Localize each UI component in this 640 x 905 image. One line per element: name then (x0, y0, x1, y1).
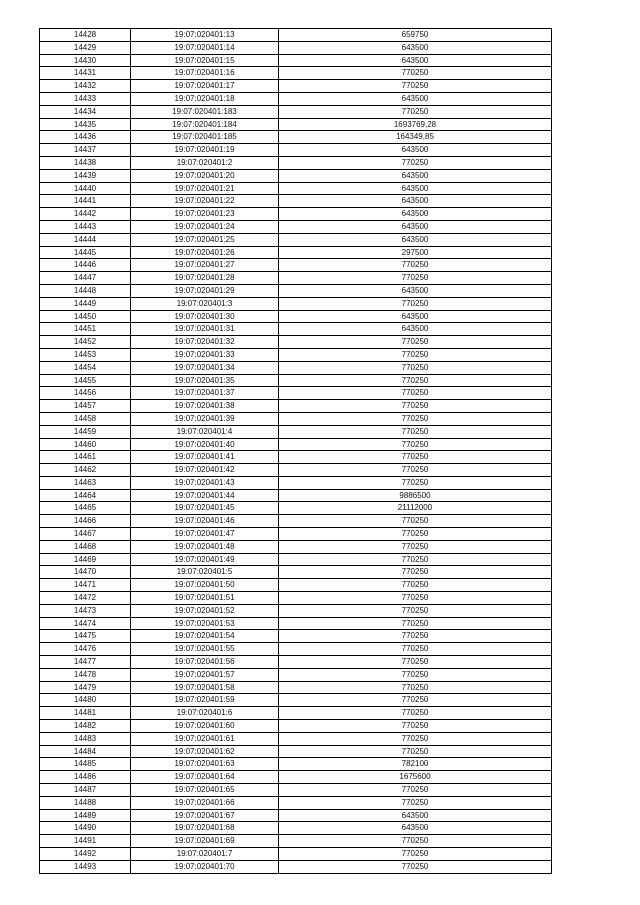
row-number-cell: 14467 (40, 528, 131, 541)
table-row (40, 54, 552, 67)
row-number-cell: 14480 (40, 694, 131, 707)
row-number-cell: 14434 (40, 105, 131, 118)
table-row (40, 515, 552, 528)
row-number-cell: 14478 (40, 668, 131, 681)
table-row (40, 784, 552, 797)
value-cell: 770250 (279, 464, 552, 477)
row-number-cell: 14491 (40, 835, 131, 848)
row-number-cell: 14471 (40, 579, 131, 592)
row-number-cell: 14473 (40, 604, 131, 617)
value-cell: 770250 (279, 643, 552, 656)
cadastral-number-cell: 19:07:020401:2 (131, 156, 279, 169)
cadastral-number-cell: 19:07:020401:54 (131, 630, 279, 643)
cadastral-number-cell: 19:07:020401:51 (131, 592, 279, 605)
value-cell: 643500 (279, 195, 552, 208)
table-row (40, 323, 552, 336)
value-cell: 770250 (279, 259, 552, 272)
row-number-cell: 14441 (40, 195, 131, 208)
value-cell: 770250 (279, 681, 552, 694)
cadastral-number-cell: 19:07:020401:5 (131, 566, 279, 579)
cadastral-number-cell: 19:07:020401:7 (131, 848, 279, 861)
table-row (40, 822, 552, 835)
cadastral-number-cell: 19:07:020401:25 (131, 233, 279, 246)
table-row (40, 246, 552, 259)
table-row (40, 144, 552, 157)
table-row (40, 681, 552, 694)
cadastral-number-cell: 19:07:020401:17 (131, 80, 279, 93)
row-number-cell: 14439 (40, 169, 131, 182)
cadastral-number-cell: 19:07:020401:19 (131, 144, 279, 157)
row-number-cell: 14464 (40, 489, 131, 502)
table-row (40, 579, 552, 592)
table-row (40, 630, 552, 643)
value-cell: 643500 (279, 144, 552, 157)
row-number-cell: 14429 (40, 41, 131, 54)
value-cell: 770250 (279, 374, 552, 387)
row-number-cell: 14481 (40, 707, 131, 720)
value-cell: 1693769,28 (279, 118, 552, 131)
value-cell: 770250 (279, 553, 552, 566)
table-row (40, 400, 552, 413)
cadastral-number-cell: 19:07:020401:30 (131, 310, 279, 323)
cadastral-number-cell: 19:07:020401:63 (131, 758, 279, 771)
table-row (40, 80, 552, 93)
table-row (40, 412, 552, 425)
table-row (40, 41, 552, 54)
table-row (40, 796, 552, 809)
value-cell: 643500 (279, 233, 552, 246)
row-number-cell: 14468 (40, 540, 131, 553)
row-number-cell: 14465 (40, 502, 131, 515)
table-row (40, 310, 552, 323)
value-cell: 770250 (279, 707, 552, 720)
table-row (40, 707, 552, 720)
cadastral-number-cell: 19:07:020401:68 (131, 822, 279, 835)
row-number-cell: 14487 (40, 784, 131, 797)
row-number-cell: 14455 (40, 374, 131, 387)
table-row (40, 502, 552, 515)
row-number-cell: 14431 (40, 67, 131, 80)
table-row (40, 233, 552, 246)
table-row (40, 553, 552, 566)
row-number-cell: 14448 (40, 284, 131, 297)
value-cell: 9886500 (279, 489, 552, 502)
table-row (40, 348, 552, 361)
value-cell: 770250 (279, 272, 552, 285)
row-number-cell: 14477 (40, 656, 131, 669)
row-number-cell: 14450 (40, 310, 131, 323)
value-cell: 770250 (279, 592, 552, 605)
cadastral-number-cell: 19:07:020401:65 (131, 784, 279, 797)
value-cell: 770250 (279, 860, 552, 873)
table-row (40, 566, 552, 579)
cadastral-number-cell: 19:07:020401:67 (131, 809, 279, 822)
cadastral-number-cell: 19:07:020401:20 (131, 169, 279, 182)
cadastral-number-cell: 19:07:020401:34 (131, 361, 279, 374)
row-number-cell: 14485 (40, 758, 131, 771)
cadastral-number-cell: 19:07:020401:64 (131, 771, 279, 784)
table-row (40, 694, 552, 707)
row-number-cell: 14444 (40, 233, 131, 246)
cadastral-number-cell: 19:07:020401:55 (131, 643, 279, 656)
table-row (40, 489, 552, 502)
table-row (40, 732, 552, 745)
cadastral-number-cell: 19:07:020401:69 (131, 835, 279, 848)
value-cell: 770250 (279, 105, 552, 118)
row-number-cell: 14488 (40, 796, 131, 809)
cadastral-number-cell: 19:07:020401:61 (131, 732, 279, 745)
cadastral-number-cell: 19:07:020401:16 (131, 67, 279, 80)
value-cell: 21112000 (279, 502, 552, 515)
row-number-cell: 14458 (40, 412, 131, 425)
value-cell: 770250 (279, 720, 552, 733)
cadastral-number-cell: 19:07:020401:58 (131, 681, 279, 694)
table-row (40, 156, 552, 169)
row-number-cell: 14479 (40, 681, 131, 694)
cadastral-number-cell: 19:07:020401:50 (131, 579, 279, 592)
row-number-cell: 14490 (40, 822, 131, 835)
cadastral-number-cell: 19:07:020401:57 (131, 668, 279, 681)
value-cell: 770250 (279, 515, 552, 528)
row-number-cell: 14445 (40, 246, 131, 259)
cadastral-number-cell: 19:07:020401:59 (131, 694, 279, 707)
cadastral-number-cell: 19:07:020401:49 (131, 553, 279, 566)
cadastral-number-cell: 19:07:020401:24 (131, 220, 279, 233)
value-cell: 770250 (279, 617, 552, 630)
table-row (40, 809, 552, 822)
table-row (40, 451, 552, 464)
value-cell: 770250 (279, 156, 552, 169)
table-row (40, 284, 552, 297)
cadastral-number-cell: 19:07:020401:66 (131, 796, 279, 809)
row-number-cell: 14456 (40, 387, 131, 400)
cadastral-number-cell: 19:07:020401:46 (131, 515, 279, 528)
cadastral-number-cell: 19:07:020401:26 (131, 246, 279, 259)
row-number-cell: 14474 (40, 617, 131, 630)
value-cell: 643500 (279, 54, 552, 67)
value-cell: 770250 (279, 835, 552, 848)
cadastral-number-cell: 19:07:020401:45 (131, 502, 279, 515)
value-cell: 770250 (279, 387, 552, 400)
row-number-cell: 14443 (40, 220, 131, 233)
table-body (40, 29, 552, 874)
table-row (40, 720, 552, 733)
value-cell: 643500 (279, 208, 552, 221)
value-cell: 770250 (279, 80, 552, 93)
table-row (40, 835, 552, 848)
value-cell: 643500 (279, 220, 552, 233)
row-number-cell: 14470 (40, 566, 131, 579)
row-number-cell: 14475 (40, 630, 131, 643)
cadastral-number-cell: 19:07:020401:29 (131, 284, 279, 297)
row-number-cell: 14447 (40, 272, 131, 285)
row-number-cell: 14436 (40, 131, 131, 144)
row-number-cell: 14489 (40, 809, 131, 822)
cadastral-number-cell: 19:07:020401:15 (131, 54, 279, 67)
row-number-cell: 14428 (40, 29, 131, 42)
row-number-cell: 14449 (40, 297, 131, 310)
row-number-cell: 14493 (40, 860, 131, 873)
table-row (40, 182, 552, 195)
cadastral-number-cell: 19:07:020401:38 (131, 400, 279, 413)
row-number-cell: 14435 (40, 118, 131, 131)
value-cell: 770250 (279, 566, 552, 579)
table-row (40, 297, 552, 310)
value-cell: 770250 (279, 579, 552, 592)
cadastral-number-cell: 19:07:020401:184 (131, 118, 279, 131)
value-cell: 770250 (279, 412, 552, 425)
table-row (40, 668, 552, 681)
table-row (40, 336, 552, 349)
cadastral-number-cell: 19:07:020401:48 (131, 540, 279, 553)
value-cell: 643500 (279, 41, 552, 54)
cadastral-number-cell: 19:07:020401:185 (131, 131, 279, 144)
table-row (40, 860, 552, 873)
table-row (40, 656, 552, 669)
value-cell: 164349,85 (279, 131, 552, 144)
cadastral-number-cell: 19:07:020401:3 (131, 297, 279, 310)
table-row (40, 476, 552, 489)
row-number-cell: 14457 (40, 400, 131, 413)
cadastral-number-cell: 19:07:020401:23 (131, 208, 279, 221)
row-number-cell: 14459 (40, 425, 131, 438)
value-cell: 770250 (279, 796, 552, 809)
table-row (40, 105, 552, 118)
cadastral-number-cell: 19:07:020401:22 (131, 195, 279, 208)
cadastral-number-cell: 19:07:020401:47 (131, 528, 279, 541)
cadastral-number-cell: 19:07:020401:39 (131, 412, 279, 425)
value-cell: 770250 (279, 848, 552, 861)
value-cell: 643500 (279, 310, 552, 323)
cadastral-number-cell: 19:07:020401:52 (131, 604, 279, 617)
cadastral-value-table (39, 28, 552, 874)
table-row (40, 361, 552, 374)
row-number-cell: 14472 (40, 592, 131, 605)
table-row (40, 540, 552, 553)
value-cell: 297500 (279, 246, 552, 259)
cadastral-number-cell: 19:07:020401:40 (131, 438, 279, 451)
table-row (40, 464, 552, 477)
value-cell: 770250 (279, 745, 552, 758)
row-number-cell: 14469 (40, 553, 131, 566)
table-row (40, 272, 552, 285)
table-row (40, 374, 552, 387)
cadastral-number-cell: 19:07:020401:28 (131, 272, 279, 285)
table-row (40, 118, 552, 131)
cadastral-number-cell: 19:07:020401:21 (131, 182, 279, 195)
value-cell: 770250 (279, 694, 552, 707)
cadastral-number-cell: 19:07:020401:32 (131, 336, 279, 349)
cadastral-number-cell: 19:07:020401:70 (131, 860, 279, 873)
cadastral-number-cell: 19:07:020401:56 (131, 656, 279, 669)
row-number-cell: 14492 (40, 848, 131, 861)
row-number-cell: 14453 (40, 348, 131, 361)
row-number-cell: 14462 (40, 464, 131, 477)
table-row (40, 29, 552, 42)
cadastral-number-cell: 19:07:020401:44 (131, 489, 279, 502)
row-number-cell: 14432 (40, 80, 131, 93)
row-number-cell: 14437 (40, 144, 131, 157)
row-number-cell: 14466 (40, 515, 131, 528)
row-number-cell: 14433 (40, 92, 131, 105)
value-cell: 770250 (279, 400, 552, 413)
table-row (40, 592, 552, 605)
value-cell: 643500 (279, 822, 552, 835)
row-number-cell: 14461 (40, 451, 131, 464)
row-number-cell: 14442 (40, 208, 131, 221)
cadastral-number-cell: 19:07:020401:53 (131, 617, 279, 630)
table-row (40, 848, 552, 861)
table-row (40, 528, 552, 541)
cadastral-number-cell: 19:07:020401:35 (131, 374, 279, 387)
table-row (40, 604, 552, 617)
cadastral-number-cell: 19:07:020401:41 (131, 451, 279, 464)
value-cell: 770250 (279, 425, 552, 438)
row-number-cell: 14482 (40, 720, 131, 733)
table-row (40, 220, 552, 233)
value-cell: 770250 (279, 476, 552, 489)
cadastral-number-cell: 19:07:020401:6 (131, 707, 279, 720)
cadastral-number-cell: 19:07:020401:27 (131, 259, 279, 272)
value-cell: 643500 (279, 323, 552, 336)
row-number-cell: 14454 (40, 361, 131, 374)
value-cell: 659750 (279, 29, 552, 42)
cadastral-number-cell: 19:07:020401:42 (131, 464, 279, 477)
cadastral-number-cell: 19:07:020401:183 (131, 105, 279, 118)
value-cell: 770250 (279, 297, 552, 310)
cadastral-number-cell: 19:07:020401:62 (131, 745, 279, 758)
row-number-cell: 14452 (40, 336, 131, 349)
value-cell: 770250 (279, 451, 552, 464)
cadastral-number-cell: 19:07:020401:4 (131, 425, 279, 438)
table-row (40, 771, 552, 784)
table-row (40, 643, 552, 656)
row-number-cell: 14438 (40, 156, 131, 169)
table-row (40, 67, 552, 80)
value-cell: 770250 (279, 668, 552, 681)
cadastral-number-cell: 19:07:020401:37 (131, 387, 279, 400)
cadastral-number-cell: 19:07:020401:33 (131, 348, 279, 361)
row-number-cell: 14484 (40, 745, 131, 758)
value-cell: 770250 (279, 732, 552, 745)
value-cell: 643500 (279, 182, 552, 195)
cadastral-number-cell: 19:07:020401:43 (131, 476, 279, 489)
value-cell: 770250 (279, 438, 552, 451)
table-row (40, 131, 552, 144)
value-cell: 770250 (279, 630, 552, 643)
value-cell: 770250 (279, 361, 552, 374)
table-row (40, 195, 552, 208)
table-row (40, 387, 552, 400)
value-cell: 770250 (279, 656, 552, 669)
row-number-cell: 14440 (40, 182, 131, 195)
value-cell: 643500 (279, 284, 552, 297)
row-number-cell: 14483 (40, 732, 131, 745)
table-row (40, 438, 552, 451)
row-number-cell: 14460 (40, 438, 131, 451)
value-cell: 770250 (279, 67, 552, 80)
cadastral-number-cell: 19:07:020401:14 (131, 41, 279, 54)
table-row (40, 617, 552, 630)
value-cell: 1675600 (279, 771, 552, 784)
row-number-cell: 14463 (40, 476, 131, 489)
value-cell: 770250 (279, 784, 552, 797)
table-row (40, 425, 552, 438)
value-cell: 770250 (279, 336, 552, 349)
value-cell: 770250 (279, 348, 552, 361)
table-row (40, 208, 552, 221)
cadastral-number-cell: 19:07:020401:31 (131, 323, 279, 336)
value-cell: 643500 (279, 92, 552, 105)
table-row (40, 92, 552, 105)
table-row (40, 745, 552, 758)
value-cell: 643500 (279, 809, 552, 822)
value-cell: 770250 (279, 540, 552, 553)
table-row (40, 259, 552, 272)
value-cell: 770250 (279, 604, 552, 617)
row-number-cell: 14430 (40, 54, 131, 67)
table-row (40, 758, 552, 771)
cadastral-number-cell: 19:07:020401:60 (131, 720, 279, 733)
value-cell: 770250 (279, 528, 552, 541)
row-number-cell: 14476 (40, 643, 131, 656)
table-row (40, 169, 552, 182)
value-cell: 643500 (279, 169, 552, 182)
cadastral-number-cell: 19:07:020401:13 (131, 29, 279, 42)
row-number-cell: 14451 (40, 323, 131, 336)
value-cell: 782100 (279, 758, 552, 771)
row-number-cell: 14486 (40, 771, 131, 784)
cadastral-number-cell: 19:07:020401:18 (131, 92, 279, 105)
row-number-cell: 14446 (40, 259, 131, 272)
